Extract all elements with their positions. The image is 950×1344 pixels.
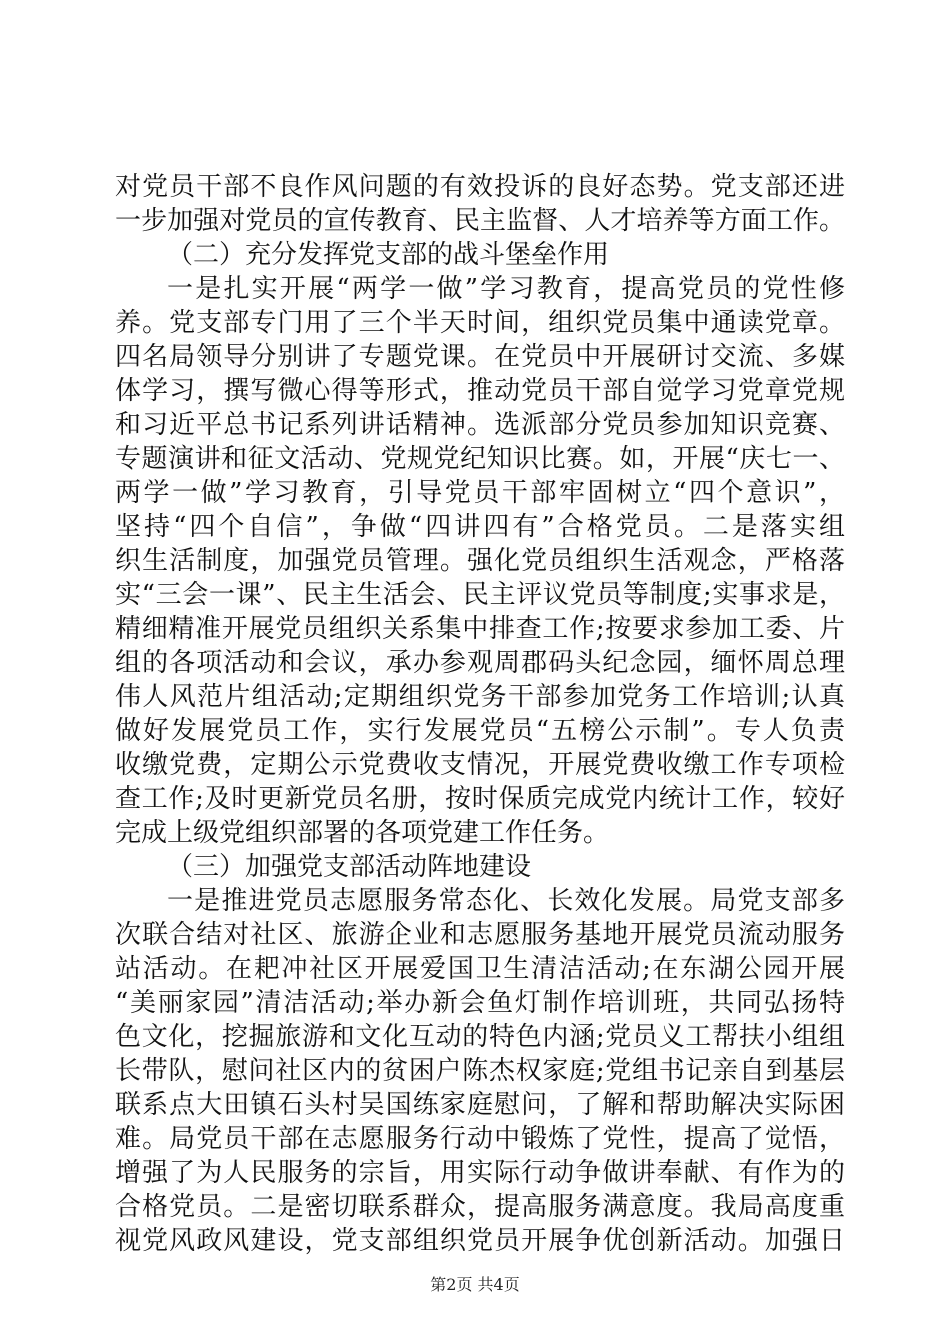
text-line: 一是推进党员志愿服务常态化、长效化发展。局党支部多	[167, 886, 845, 916]
text-line: 色文化，挖掘旅游和文化互动的特色内涵;党员义工帮扶小组组	[115, 1022, 845, 1052]
text-line: 收缴党费，定期公示党费收支情况，开展党费收缴工作专项检	[115, 750, 845, 780]
text-line: 精细精准开展党员组织关系集中排查工作;按要求参加工委、片	[115, 614, 845, 644]
text-line: 四名局领导分别讲了专题党课。在党员中开展研讨交流、多媒	[115, 342, 845, 372]
text-line: 织生活制度，加强党员管理。强化党员组织生活观念，严格落	[115, 546, 845, 576]
text-line: 专题演讲和征文活动、党规党纪知识比赛。如，开展“庆七一、	[115, 444, 845, 474]
text-line: 视党风政风建设，党支部组织党员开展争优创新活动。加强日	[115, 1226, 845, 1256]
text-line: 难。局党员干部在志愿服务行动中锻炼了党性，提高了觉悟，	[115, 1124, 845, 1154]
text-line: 次联合结对社区、旅游企业和志愿服务基地开展党员流动服务	[115, 920, 845, 950]
section-heading: （二）充分发挥党支部的战斗堡垒作用	[167, 240, 610, 270]
text-line: 一步加强对党员的宣传教育、民主监督、人才培养等方面工作。	[115, 206, 845, 236]
text-line: 查工作;及时更新党员名册，按时保质完成党内统计工作，较好	[115, 784, 845, 814]
text-line: 和习近平总书记系列讲话精神。选派部分党员参加知识竞赛、	[115, 410, 845, 440]
text-line: 长带队，慰问社区内的贫困户陈杰权家庭;党组书记亲自到基层	[115, 1056, 845, 1086]
section-heading: （三）加强党支部活动阵地建设	[167, 852, 532, 882]
page-footer	[0, 1275, 950, 1295]
text-line: 伟人风范片组活动;定期组织党务干部参加党务工作培训;认真	[115, 682, 845, 712]
section2-paragraph	[115, 272, 845, 850]
text-line: 体学习，撰写微心得等形式，推动党员干部自觉学习党章党规	[115, 376, 845, 406]
text-line: 增强了为人民服务的宗旨，用实际行动争做讲奉献、有作为的	[115, 1158, 845, 1188]
text-line: 做好发展党员工作，实行发展党员“五榜公示制”。专人负责	[115, 716, 845, 746]
text-line: 养。党支部专门用了三个半天时间，组织党员集中通读党章。	[115, 308, 845, 338]
page-number: 第2页 共4页	[430, 1275, 520, 1294]
text-line: 坚持“四个自信”，争做“四讲四有”合格党员。二是落实组	[115, 512, 845, 542]
intro-paragraph	[115, 170, 845, 238]
text-line: 站活动。在耙冲社区开展爱国卫生清洁活动;在东湖公园开展	[115, 954, 845, 984]
text-line: 完成上级党组织部署的各项党建工作任务。	[115, 818, 610, 848]
text-line: “美丽家园”清洁活动;举办新会鱼灯制作培训班，共同弘扬特	[115, 988, 845, 1018]
text-line: 实“三会一课”、民主生活会、民主评议党员等制度;实事求是，	[115, 580, 845, 610]
text-line: 一是扎实开展“两学一做”学习教育，提高党员的党性修	[167, 274, 845, 304]
text-line: 对党员干部不良作风问题的有效投诉的良好态势。党支部还进	[115, 172, 845, 202]
text-line: 组的各项活动和会议，承办参观周郡码头纪念园，缅怀周总理	[115, 648, 845, 678]
text-line: 合格党员。二是密切联系群众，提高服务满意度。我局高度重	[115, 1192, 845, 1222]
text-line: 联系点大田镇石头村吴国练家庭慰问，了解和帮助解决实际困	[115, 1090, 845, 1120]
section3-paragraph	[115, 884, 845, 1258]
main-content	[115, 238, 845, 1258]
text-line: 两学一做”学习教育，引导党员干部牢固树立“四个意识”，	[115, 478, 845, 508]
